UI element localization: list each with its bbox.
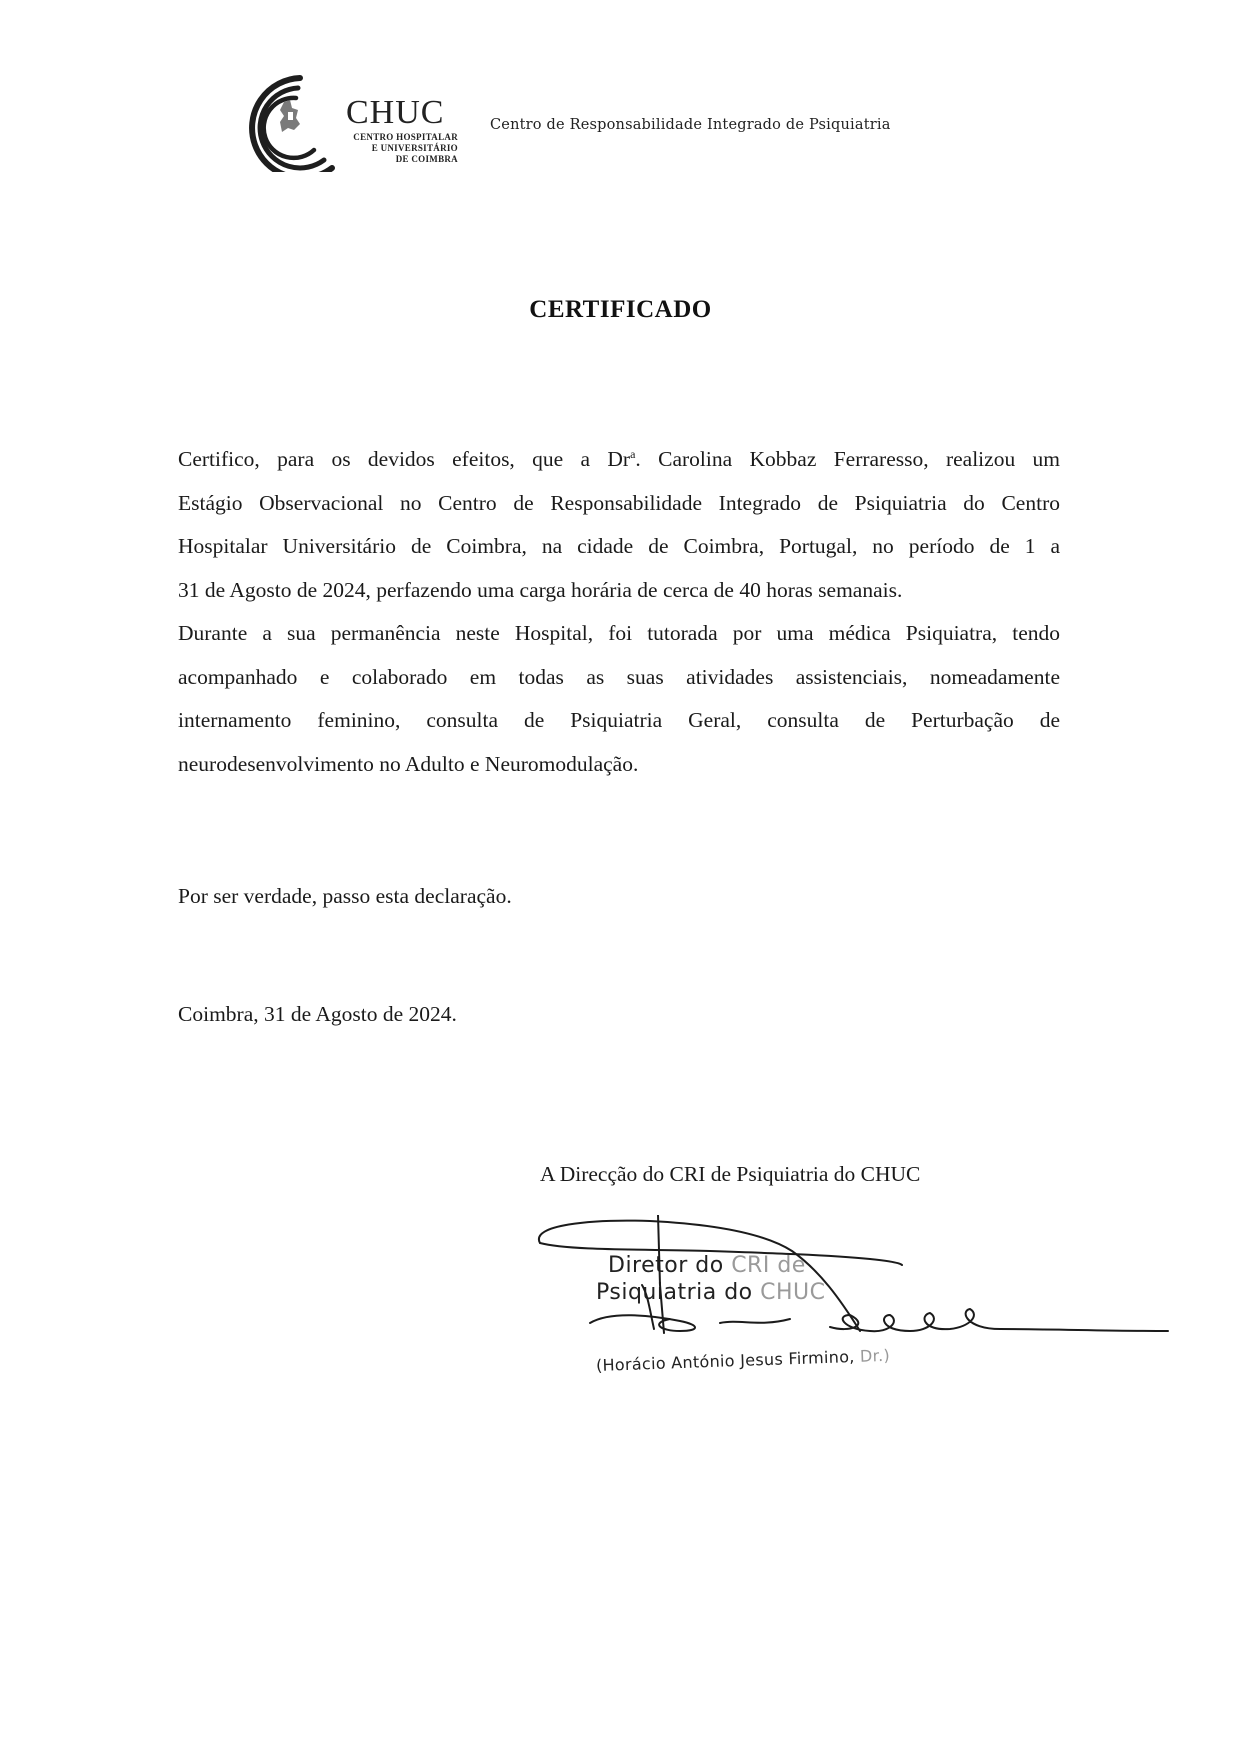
stamp-text: Psiquiatria do bbox=[596, 1280, 761, 1305]
certificate-body bbox=[178, 438, 1060, 786]
body-line: acompanhado e colaborado em todas as suas atividades assistenciais, nomeadamente bbox=[178, 664, 1060, 689]
body-line: 31 de Agosto de 2024, perfazendo uma carga horária de cerca de 40 horas semanais. bbox=[178, 577, 903, 602]
body-text-segment: Certifico, para os devidos efeitos, que a Dr bbox=[178, 447, 631, 471]
logo-subtitle-line: CENTRO HOSPITALAR bbox=[353, 132, 458, 142]
ordinal-superscript: a bbox=[630, 447, 636, 461]
stamp-text-faded: CHUC bbox=[760, 1280, 826, 1305]
handwritten-signature-icon bbox=[530, 1215, 1170, 1355]
body-line: Hospitalar Universitário de Coimbra, na cidade de Coimbra, Portugal, no período de 1 a bbox=[178, 534, 1060, 558]
stamp-text-faded: CRI de bbox=[723, 1253, 806, 1278]
body-text-segment: . Carolina Kobbaz Ferraresso, realizou um bbox=[635, 447, 1060, 471]
body-line: neurodesenvolvimento no Adulto e Neuromodulação. bbox=[178, 751, 639, 776]
logo-subtitle-line: E UNIVERSITÁRIO bbox=[371, 143, 458, 153]
department-name: Centro de Responsabilidade Integrado de Psiquiatria bbox=[490, 117, 891, 133]
body-line bbox=[178, 438, 1060, 482]
chuc-logo-arcs-icon bbox=[232, 72, 352, 172]
logo-subtitle-line: DE COIMBRA bbox=[395, 154, 458, 164]
body-line: internamento feminino, consulta de Psiquiatria Geral, consulta de Perturbação de bbox=[178, 708, 1060, 732]
signer-title-faded: Dr.) bbox=[859, 1345, 891, 1366]
stamp-text: Diretor do bbox=[608, 1253, 724, 1278]
closing-statement: Por ser verdade, passo esta declaração. bbox=[178, 884, 512, 908]
body-line: Durante a sua permanência neste Hospital, foi tutorada por uma médica Psiquiatra, tendo bbox=[178, 621, 1060, 645]
issuer-line: A Direcção do CRI de Psiquiatria do CHUC bbox=[540, 1162, 921, 1186]
chuc-logo bbox=[232, 72, 462, 172]
logo-acronym: CHUC bbox=[346, 94, 445, 131]
signer-name-text: (Horácio António Jesus Firmino, bbox=[595, 1346, 861, 1375]
place-and-date: Coimbra, 31 de Agosto de 2024. bbox=[178, 1002, 457, 1026]
document-title: CERTIFICADO bbox=[529, 296, 712, 323]
body-line: Estágio Observacional no Centro de Responsabilidade Integrado de Psiquiatria do Centro bbox=[178, 490, 1060, 515]
